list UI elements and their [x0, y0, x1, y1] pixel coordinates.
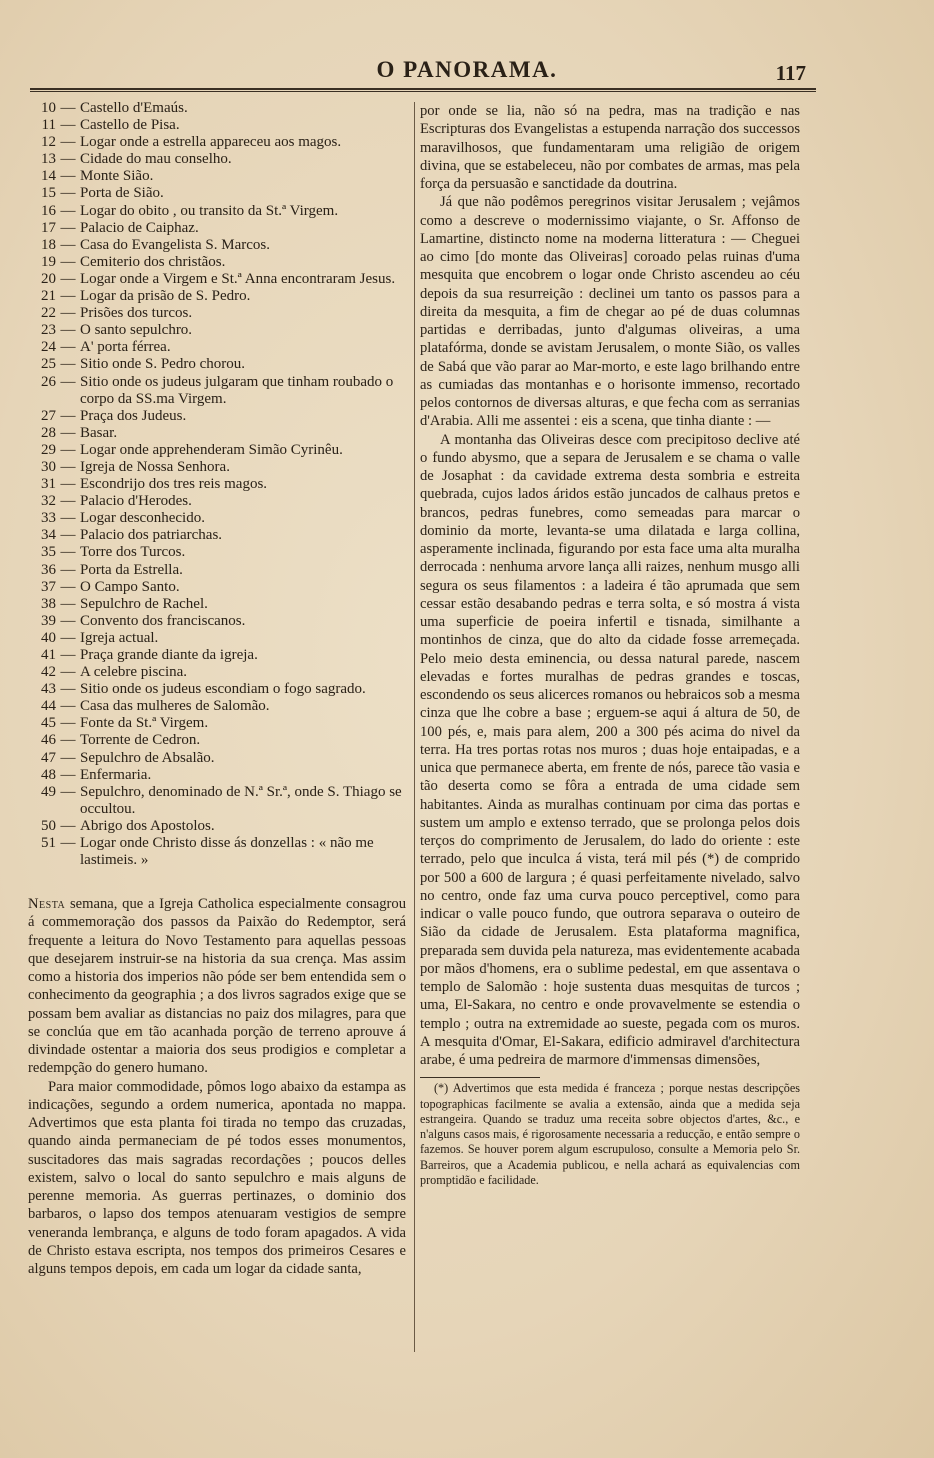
right-paragraph-3: A montanha das Oliveiras desce com precipitoso declive até o fundo abysmo, que a separa de Jerusalem e se chama o valle de Josaphat : da cavidade extrema desta sombria e estreita quebrada, cujos lados áridos estão juncados de calhaus pretos e brancos, pedras funebres, como semeadas para marcar o dominio da morte, levanta-se uma dilatada e larga collina, asperamente inclinada, figurando por esta face uma alta muralha derrocada : nenhuma arvore lança alli raizes, nenhum musgo alli segura os seus filamentos : a ladeira é tão aprumada que sem cessar estão desabando pedras e terra solta, e só mostra á vista uma superficie de poeira infertil e tisnada, similhante a montinhos de cinza, que do alto da cidade fosse arremeçada. Pelo meio desta eminencia, ou dessa natural parede, nascem elevadas e fortes muralhas de pedras grandes e toscas, escondendo os seus alicerces romanos ou hebraicos sob a mesma cinza que lhe cobre a base ; erguem-se aqui á altura de 50, de 100 pés, e, mais para alem, 200 a 300 pés acima do nivel da terra. Ha tres portas rotas nos muros ; duas hoje entaipadas, e a unica que permanece aberta, em frente de nós, parece tão vasia e tão deserta como se fôra a entrada de uma cidade sem habitantes. Ainda as muralhas continuam por cima das portas e sustem um amplo e extenso terrado, que se prolonga pelos dois terços do comprimento de Jerusalem, do lado do oriente : este terrado, pelo que inculca á vista, terá mil pés (*) de comprido por 500 a 600 de largura ; é quasi perfeitamente nivelado, salvo no centro, onde faz uma curva pouco perceptivel, como para indicar o valle pouco fundo, que outrora separava o outeiro de Sião da cidade de Jerusalem. Esta plataforma magnifica, preparada sem duvida pela natureza, mas evidentemente acabada por mãos d'homens, era o sublime pedestal, em que assentava o templo de Salomão : hoje sustenta duas mesquitas de turcos ; uma, El-Sakara, no centro e onde provavelmente se estendia o templo ; outra na extremidade ao sueste, pegada com os muros. A mesquita d'Omar, El-Sakara, edificio admiravel d'architectura arabe, é uma pedreira de marmore d'immensas dimensões, [420, 431, 800, 1068]
legend-number: 49 [41, 783, 56, 800]
legend-text: Palacio d'Herodes. [80, 493, 192, 510]
legend-dash: — [60, 578, 76, 595]
legend-dash: — [60, 783, 76, 800]
footnote-rule [420, 1077, 540, 1078]
legend-dash: — [60, 134, 76, 151]
legend-text: Praça grande diante da igreja. [80, 647, 258, 663]
legend-text: Praça dos Judeus. [80, 407, 187, 424]
legend-text: Casa do Evangelista S. Marcos. [80, 236, 270, 253]
legend-text: Enfermaria. [80, 766, 152, 783]
legend-number: 21 [41, 288, 56, 305]
legend-item [28, 613, 406, 630]
legend-text: O santo sepulchro. [80, 322, 193, 339]
legend-text: A' porta férrea. [80, 339, 171, 356]
legend-dash: — [60, 612, 76, 629]
legend-text: Convento dos franciscanos. [80, 612, 246, 629]
legend-dash: — [60, 407, 76, 424]
legend-text: Escondrijo dos tres reis magos. [80, 476, 268, 493]
legend-item [28, 476, 406, 493]
legend-dash: — [60, 356, 76, 373]
legend-dash: — [60, 493, 76, 510]
legend-item [28, 493, 406, 510]
legend-item [28, 305, 406, 322]
paragraph-1-text: semana, que a Igreja Catholica especialmente consagrou á commemoração dos passos da Paixão do Redemptor, será frequente a leitura do Novo Testamento para aquellas pessoas que desejarem instruir-se na historia da sua crença. Mas assim como a historia dos imperios não póde ser bem entendida sem o conhecimento da geographia ; a dos livros sagrados exige que se possam bem avaliar as distancias no paiz dos milagres, para que se conclúa que em tão acanhada porção de terreno aprouve á divindade ostentar a maioria dos seus prodigios e completar a redempção do genero humano. [28, 896, 406, 1077]
legend-text: Sepulchro de Rachel. [80, 595, 208, 612]
legend-number: 32 [41, 493, 56, 510]
legend-number: 47 [41, 749, 56, 766]
legend-text: Porta da Estrella. [80, 561, 183, 578]
legend-dash: — [60, 595, 76, 612]
legend-dash: — [60, 322, 76, 339]
legend-text: Torre dos Turcos. [80, 544, 186, 561]
legend-item [28, 185, 406, 202]
paragraph-lead-word: Nesta [28, 896, 66, 913]
legend-item [28, 562, 406, 579]
legend-text: Abrigo dos Apostolos. [80, 817, 215, 834]
legend-dash: — [60, 476, 76, 493]
legend-dash: — [60, 219, 76, 236]
legend-number: 14 [41, 168, 56, 185]
legend-dash: — [60, 698, 76, 715]
legend-item [28, 459, 406, 476]
legend-item [28, 681, 406, 698]
legend-dash: — [60, 835, 76, 852]
legend-dash: — [60, 288, 76, 305]
legend-number: 13 [41, 151, 56, 168]
legend-text: Torrente de Cedron. [80, 732, 201, 749]
legend-item [28, 408, 406, 425]
left-column [28, 100, 406, 1278]
legend-number: 16 [41, 202, 56, 219]
legend-text: Logar onde a Virgem e St.ª Anna encontraram Jesus. [80, 270, 396, 287]
legend-number: 19 [41, 253, 56, 270]
legend-item [28, 750, 406, 767]
legend-item [28, 356, 406, 373]
legend-number: 18 [41, 236, 56, 253]
legend-number: 51 [41, 835, 56, 852]
legend-dash: — [60, 817, 76, 834]
running-head [0, 55, 934, 85]
map-legend-list [28, 100, 406, 869]
legend-number: 44 [41, 698, 56, 715]
legend-dash: — [60, 527, 76, 544]
legend-text: Basar. [80, 424, 118, 441]
legend-number: 28 [41, 424, 56, 441]
legend-text: Igreja actual. [80, 629, 159, 646]
legend-dash: — [60, 236, 76, 253]
legend-number: 36 [41, 561, 56, 578]
legend-number: 42 [41, 664, 56, 681]
legend-number: 41 [41, 647, 56, 663]
legend-item [28, 664, 406, 681]
legend-dash: — [60, 100, 76, 116]
legend-number: 46 [41, 732, 56, 749]
legend-item [28, 237, 406, 254]
legend-text: Cemiterio dos christãos. [80, 253, 226, 270]
legend-number: 27 [41, 407, 56, 424]
legend-item [28, 510, 406, 527]
legend-number: 40 [41, 629, 56, 646]
legend-text: Palacio de Caiphaz. [80, 219, 199, 236]
legend-item [28, 767, 406, 784]
legend-text: Sitio onde os judeus escondiam o fogo sagrado. [80, 681, 366, 698]
page-number: 117 [775, 61, 806, 85]
left-article-text [28, 895, 406, 1278]
column-divider [414, 102, 415, 1352]
legend-item [28, 630, 406, 647]
legend-text: Logar onde a estrella appareceu aos magos. [80, 134, 342, 151]
legend-text: Logar onde apprehenderam Simão Cyrinêu. [80, 441, 343, 458]
legend-item [28, 322, 406, 339]
legend-text: Cidade do mau conselho. [80, 151, 232, 168]
legend-item [28, 527, 406, 544]
legend-text: Casa das mulheres de Salomão. [80, 698, 270, 715]
right-paragraph-2: Já que não podêmos peregrinos visitar Jerusalem ; vejâmos como a descreve o modernissimo viajante, o Sr. Affonso de Lamartine, distincto nome na moderna litteratura : — Cheguei ao cimo [do monte das Oliveiras] coroado pelas ruinas d'uma mesquita que encobrem o logar onde Christo ascendeu ao céu depois da sua resurreição : declinei um tanto os passos para a direita da mesquita, a fim de chegar ao pé de duas columnas partidas e derribadas, junto d'algumas oliveiras, a uma platafórma, donde se avistam Jerusalem, o monte Sião, os valles de Sabá que vão parar ao Mar-morto, e este lago brilhando entre as cumiadas das montanhas e o horisonte immenso, recortado pelos contornos de diversas alturas, e que fecha com as serranias d'Arabia. Alli me assentei : eis a scena, que tinha diante : — [420, 194, 800, 430]
legend-number: 34 [41, 527, 56, 544]
legend-item [28, 254, 406, 271]
legend-dash: — [60, 339, 76, 356]
legend-number: 22 [41, 305, 56, 322]
legend-number: 12 [41, 134, 56, 151]
left-paragraph-1 [28, 895, 406, 1078]
right-column [420, 102, 800, 1188]
legend-item [28, 835, 406, 869]
legend-number: 20 [41, 270, 56, 287]
legend-text: Logar do obito , ou transito da St.ª Virgem. [80, 202, 339, 219]
legend-dash: — [60, 202, 76, 219]
legend-dash: — [60, 544, 76, 561]
legend-number: 10 [41, 100, 56, 116]
legend-text: Prisões dos turcos. [80, 305, 193, 322]
legend-text: Castello de Pisa. [80, 117, 180, 134]
legend-text: Sitio onde S. Pedro chorou. [80, 356, 245, 373]
legend-item [28, 596, 406, 613]
right-paragraph-1: por onde se lia, não só na pedra, mas na tradição e nas Escripturas dos Evangelistas a estupenda narração dos successos maravilhosos, que fundamentaram uma religião de origem divina, que se estabeleceu, não por combates de armas, mas pela força da persuasão e sanctidade da doutrina. [420, 103, 800, 192]
legend-dash: — [60, 168, 76, 185]
legend-item [28, 203, 406, 220]
right-article-text [420, 102, 800, 1069]
legend-dash: — [60, 561, 76, 578]
legend-item [28, 271, 406, 288]
legend-dash: — [60, 732, 76, 749]
legend-number: 17 [41, 219, 56, 236]
legend-dash: — [60, 749, 76, 766]
legend-item [28, 374, 406, 408]
legend-item [28, 715, 406, 732]
legend-text: Igreja de Nossa Senhora. [80, 458, 230, 475]
legend-item [28, 425, 406, 442]
legend-dash: — [60, 766, 76, 783]
legend-text: Palacio dos patriarchas. [80, 527, 223, 544]
legend-dash: — [60, 664, 76, 681]
legend-number: 50 [41, 817, 56, 834]
legend-dash: — [60, 424, 76, 441]
legend-number: 37 [41, 578, 56, 595]
legend-text: Logar desconhecido. [80, 510, 205, 527]
header-rule [30, 88, 816, 90]
legend-text: Logar da prisão de S. Pedro. [80, 288, 251, 305]
legend-text: Sepulchro, denominado de N.ª Sr.ª, onde S. Thiago se occultou. [80, 783, 402, 817]
legend-number: 48 [41, 766, 56, 783]
left-paragraph-2: Para maior commodidade, pômos logo abaixo da estampa as indicações, segundo a ordem numerica, apontada no mappa. Advertimos que esta planta foi tirada no tempo das cruzadas, quando ainda permaneciam de pé todos esses monumentos, suscitadores das mais sagradas recordações ; poucos delles existem, salvo o local do santo sepulchro e mais alguns de perenne memoria. As guerras pertinazes, o dominio dos barbaros, o lapso dos tempos atenuaram vestigios de sempre veneranda lembrança, e alguns de todo foram apagados. A vida de Christo estava escripta, nos tempos dos primeiros Cesares e alguns tempos depois, em cada um logar da cidade santa, [28, 1078, 406, 1278]
header-rule-thin [30, 91, 816, 92]
legend-item [28, 442, 406, 459]
legend-dash: — [60, 151, 76, 168]
footnote: (*) Advertimos que esta medida é franceza ; porque nestas descripções topographicas facilmente se avalia a extensão, ainda que a medida seja estrangeira. Quando se traduz uma receita sobre objectos d'artes, &c., e n'alguns casos mais, é rigorosamente necessaria a reducção, e então sempre o fazemos. Se houver porem algum escrupuloso, consulte a Memoria pelo Sr. Barreiros, que a Academia publicou, e nella achará as equivalencias com promptidão e facilidade. [420, 1081, 800, 1188]
legend-item [28, 168, 406, 185]
legend-number: 38 [41, 595, 56, 612]
legend-dash: — [60, 715, 76, 732]
legend-dash: — [60, 373, 76, 390]
legend-item [28, 732, 406, 749]
legend-dash: — [60, 305, 76, 322]
legend-text: A celebre piscina. [80, 664, 188, 681]
legend-dash: — [60, 185, 76, 202]
legend-text: Sepulchro de Absalão. [80, 749, 215, 766]
legend-item [28, 151, 406, 168]
legend-dash: — [60, 647, 76, 663]
legend-number: 25 [41, 356, 56, 373]
legend-dash: — [60, 270, 76, 287]
legend-item [28, 698, 406, 715]
page-title: O PANORAMA. [376, 57, 558, 82]
legend-text: O Campo Santo. [80, 578, 180, 595]
legend-item [28, 339, 406, 356]
legend-text: Castello d'Emaús. [80, 100, 188, 116]
legend-number: 11 [41, 117, 56, 134]
legend-item [28, 579, 406, 596]
legend-text: Fonte da St.ª Virgem. [80, 715, 209, 732]
legend-dash: — [60, 510, 76, 527]
legend-dash: — [60, 253, 76, 270]
legend-dash: — [60, 458, 76, 475]
legend-item [28, 288, 406, 305]
legend-text: Porta de Sião. [80, 185, 164, 202]
legend-item [28, 117, 406, 134]
legend-item [28, 220, 406, 237]
legend-dash: — [60, 441, 76, 458]
legend-item [28, 647, 406, 664]
legend-text: Logar onde Christo disse ás donzellas : « não me lastimeis. » [80, 835, 374, 869]
legend-dash: — [60, 681, 76, 698]
legend-text: Monte Sião. [80, 168, 154, 185]
legend-number: 33 [41, 510, 56, 527]
legend-number: 31 [41, 476, 56, 493]
legend-number: 26 [41, 373, 56, 390]
legend-number: 35 [41, 544, 56, 561]
legend-item [28, 784, 406, 818]
legend-text: Sitio onde os judeus julgaram que tinham roubado o corpo da SS.ma Virgem. [80, 373, 394, 407]
legend-number: 15 [41, 185, 56, 202]
legend-number: 43 [41, 681, 56, 698]
legend-dash: — [60, 629, 76, 646]
legend-item [28, 544, 406, 561]
legend-item [28, 134, 406, 151]
legend-number: 29 [41, 441, 56, 458]
legend-number: 45 [41, 715, 56, 732]
legend-dash: — [60, 117, 76, 134]
legend-number: 23 [41, 322, 56, 339]
legend-number: 30 [41, 458, 56, 475]
legend-number: 39 [41, 612, 56, 629]
legend-item [28, 100, 406, 117]
legend-item [28, 818, 406, 835]
legend-number: 24 [41, 339, 56, 356]
